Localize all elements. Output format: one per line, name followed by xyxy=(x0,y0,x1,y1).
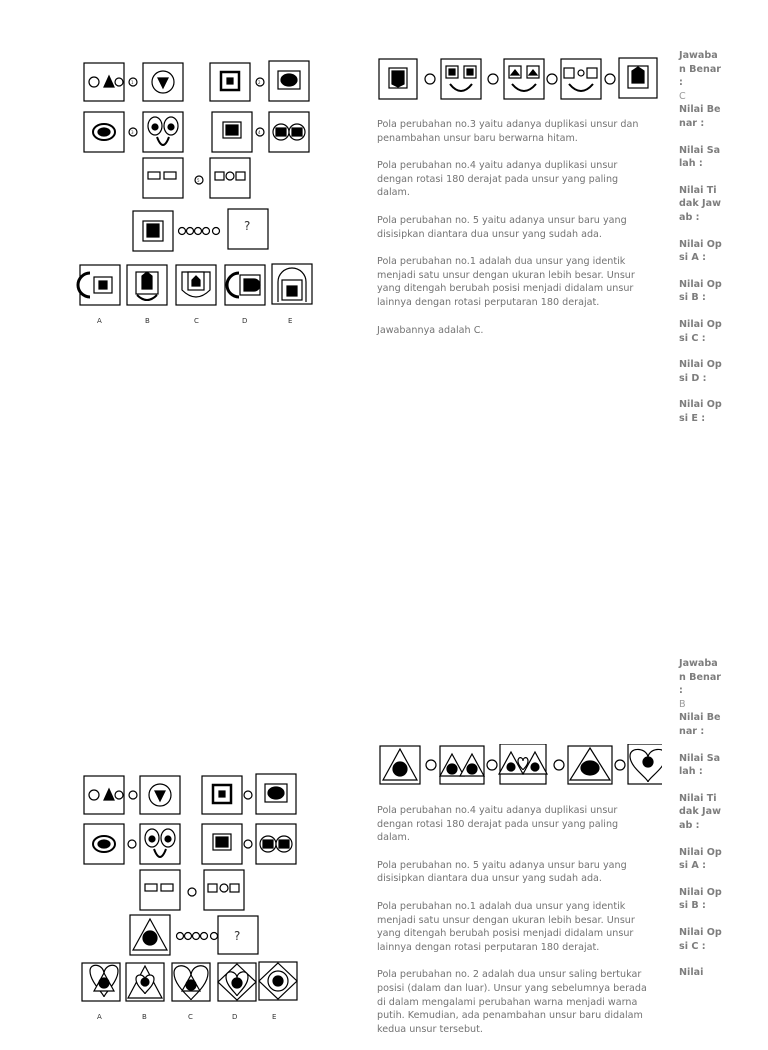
explanation-paragraph: Pola perubahan no. 2 adalah dua unsur saling bertukar posisi (dalam dan luar). Unsur yang sebelumnya berada di dalam mengalami perubahan warna menjadi warna putih. Kemudian, ada penambahan unsur baru didalam kedua unsur tersebut. xyxy=(377,969,647,1035)
step-label: 4 xyxy=(258,130,261,135)
explanation-paragraph: Pola perubahan no.3 yaitu adanya duplikasi unsur dan penambahan unsur baru berwarna hitam. xyxy=(377,119,639,144)
step-label: 1 xyxy=(131,80,134,85)
option-label-d[interactable]: D xyxy=(232,1013,238,1021)
answer-sidebar xyxy=(679,49,723,425)
question-mark: ? xyxy=(244,219,251,233)
correct-answer-value: B xyxy=(679,698,686,710)
puzzle-figure xyxy=(76,58,346,328)
explanation-paragraph: Pola perubahan no.4 yaitu adanya duplikasi unsur dengan rotasi 180 derajat pada unsur yang paling dalam. xyxy=(377,160,619,199)
explanation-paragraph: Pola perubahan no. 5 yaitu adanya unsur baru yang disisipkan diantara dua unsur yang sudah ada. xyxy=(377,859,627,885)
score-wrong-label: Nilai Salah : xyxy=(679,752,721,778)
score-wrong-label: Nilai Salah : xyxy=(679,144,721,170)
explanation-paragraph: Pola perubahan no.1 adalah dua unsur yang identik menjadi satu unsur dengan ukuran lebih besar. Unsur yang ditengah berubah posisi menjadi didalam unsur lainnya dengan rotasi perputaran 180 derajat. xyxy=(377,256,635,308)
option-b-score-label: Nilai Opsi B : xyxy=(679,278,722,304)
option-c-score-label: Nilai Opsi C : xyxy=(679,318,722,344)
explanation-paragraph: Pola perubahan no. 5 yaitu adanya unsur baru yang disisipkan diantara dua unsur yang sudah ada. xyxy=(377,214,627,240)
solution-strip xyxy=(378,744,662,786)
step-label: 3 xyxy=(131,130,134,135)
explanation xyxy=(377,118,647,351)
option-a-score-label: Nilai Opsi A : xyxy=(679,238,722,264)
explanation xyxy=(377,804,647,1050)
option-label-e[interactable]: E xyxy=(272,1013,277,1021)
score-correct-label: Nilai Benar : xyxy=(679,712,721,737)
score-correct-label: Nilai Benar : xyxy=(679,104,721,129)
explanation-paragraph: Pola perubahan no.1 adalah dua unsur yang identik menjadi satu unsur dengan ukuran lebih besar. Unsur yang ditengah berubah posisi menjadi didalam unsur lainnya dengan rotasi perputaran 180 derajat. xyxy=(377,900,635,953)
question-mark: ? xyxy=(234,929,241,943)
option-label-d[interactable]: D xyxy=(242,317,248,325)
step-label: 5 xyxy=(197,178,200,183)
option-label-c[interactable]: C xyxy=(194,317,199,325)
option-label-a[interactable]: A xyxy=(97,317,102,325)
explanation-paragraph: Pola perubahan no.4 yaitu adanya duplikasi unsur dengan rotasi 180 derajat pada unsur yang paling dalam. xyxy=(377,805,619,844)
option-e-score-label: Nilai Opsi E : xyxy=(679,399,722,424)
option-a-score-label: Nilai Opsi A : xyxy=(679,846,722,872)
option-b-score-label: Nilai Opsi B : xyxy=(679,886,722,912)
question-2 xyxy=(0,608,768,1035)
option-label-b[interactable]: B xyxy=(145,317,150,325)
solution-strip xyxy=(376,56,660,102)
score-blank-label: Nilai Tidak Jawab : xyxy=(679,792,721,831)
option-label-c[interactable]: C xyxy=(188,1013,193,1021)
option-label-b[interactable]: B xyxy=(142,1013,147,1021)
option-d-score-label: Nilai Opsi D : xyxy=(679,359,722,384)
score-blank-label: Nilai Tidak Jawab : xyxy=(679,184,721,223)
answer-statement: Jawabannya adalah C. xyxy=(377,324,484,336)
option-label-e[interactable]: E xyxy=(288,317,293,325)
puzzle-figure xyxy=(76,772,346,1024)
option-label-a[interactable]: A xyxy=(97,1013,102,1021)
correct-answer-value: C xyxy=(679,90,686,102)
option-c-score-label: Nilai Opsi C : xyxy=(679,926,722,952)
correct-answer-label: Jawaban Benar : xyxy=(679,50,722,89)
answer-sidebar xyxy=(679,657,723,980)
step-label: 2 xyxy=(258,80,261,85)
option-d-score-label: Nilai xyxy=(679,967,704,979)
correct-answer-label: Jawaban Benar : xyxy=(679,658,722,697)
